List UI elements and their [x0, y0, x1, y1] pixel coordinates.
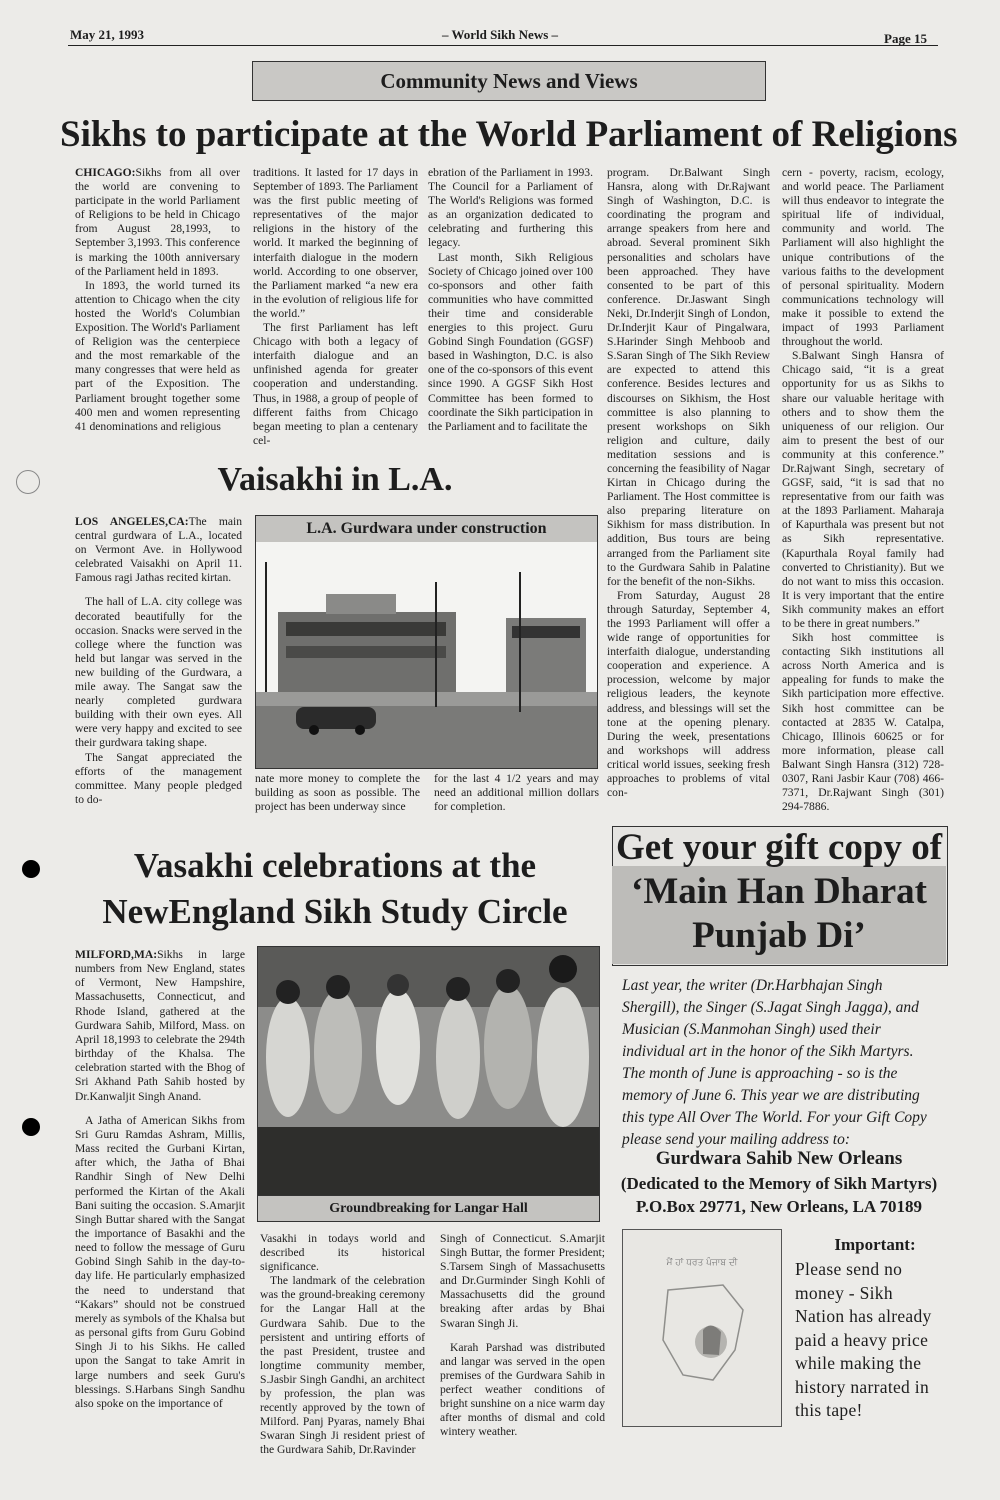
ad-title-line: Punjab Di’ [692, 915, 866, 956]
article-parliament-col1 [75, 166, 240, 434]
article-parliament-col5 [782, 166, 944, 814]
paragraph: The hall of L.A. city college was decorated beautifully for the occasion. Snacks were served in the college where the function was held but langar was served in the new building of the Gurdwara, a mile away. The Sangat saw the nearly completed gurdwara building with their own eyes. All were very happy and excited to see their gurdwara taking shape. [75, 595, 242, 750]
article-headline-new-england [60, 843, 610, 935]
issue-date: May 21, 1993 [70, 27, 145, 42]
paragraph: Sikhs from all over the world are convening to participate in the world Parliament of Religions to be held in Chicago from August 28,1993, to September 3,1993. This conference is marking the 100th anniversary of the Parliament held in 1893. [75, 166, 240, 278]
headline-line: Vasakhi celebrations at the [133, 846, 537, 885]
newspaper-name: – World Sikh News – [441, 27, 559, 42]
article-parliament-col2 [253, 166, 418, 448]
paragraph: Last month, Sikh Religious Society of Chicago joined over 100 co-sponsors and other faith communities who have committed their time and considerable energies to this project. Guru Gobind Singh Foundation (GGSF) based in Washington, D.C. is also one of the co-sponsors of this event since 1990. A GGSF Sikh Host Committee has been formed to coordinate the Sikh participation in the Parliament and to facilitate the [428, 250, 593, 433]
gurdwara-building-image [256, 542, 597, 768]
paragraph: In 1893, the world turned its attention to Chicago when the city hosted the World's Columbian Exposition. The World's Parliament of Religion was the centerpiece and the most remarkable of the many congresses that were held as part of the Exposition. The Parliament brought together some 400 men and women representing 41 denominations and religious [75, 278, 240, 433]
important-label: Important: [834, 1235, 916, 1254]
article-new-england-col1 [75, 948, 245, 1411]
dateline: LOS ANGELES,CA: [75, 515, 189, 528]
paragraph: S.Balwant Singh Hansra of Chicago said, “it is a great opportunity for us as Sikhs to share our valuable heritage with others and to show them the uniqueness of our religion. Our aim to present the best of our community at this conference.” Dr.Rajwant Singh, secretary of GGSF, said, “it is sad that no representative from our faith was at the 1893 Parliament. Maharaja of Kapurthala was present but not as Sikh representative. (Kapurthala Royal family had converted to Christianity). But we do not want to miss this occasion. It is very important that the entire Sikh community makes an effort to be there in great numbers.” [782, 349, 944, 630]
article-headline-vaisakhi-la: Vaisakhi in L.A. [217, 461, 453, 498]
header-rule [68, 45, 938, 46]
article-parliament-col4 [607, 166, 770, 800]
article-vaisakhi-col3 [434, 772, 599, 814]
cassette-cover-image [622, 1229, 782, 1427]
punjab-map-icon [623, 1230, 781, 1426]
dateline: MILFORD,MA: [75, 948, 158, 961]
groundbreaking-photo [257, 946, 600, 1222]
article-headline-parliament: Sikhs to participate at the World Parliament of Religions [60, 114, 958, 155]
groundbreaking-crowd-image [258, 947, 599, 1195]
paragraph: The landmark of the celebration was the ground-breaking ceremony for the Langar Hall at the Gurdwara Sahib. Due to the persistent and untiring efforts of the past President, trustee and longtime community member, S.Jasbir Singh Gandhi, an architect by profession, the plan was recently approved by the town of Milford. Panj Pyaras, namely Bhai Swaran Singh Ji resident priest of the Gurdwara Sahib, Dr.Ravinder [260, 1274, 425, 1457]
paragraph: The first Parliament has left Chicago with both a legacy of interfaith dialogue and an unfinished agenda for greater cooperation and understanding. Thus, in 1988, a group of people of different faiths from Chicago began meeting to plan a centenary cel- [253, 321, 418, 447]
ad-title-line: ‘Main Han Dharat [631, 871, 927, 912]
paragraph: Karah Parshad was distributed and langar was served in the open premises of the Gurdwara Sahib in perfect weather conditions of bright sunshine on a nice warm day after months of dismal and cold wintery weather. [440, 1340, 605, 1439]
cover-title: ਮੈਂ ਹਾਂ ਧਰਤ ਪੰਜਾਬ ਦੀ [666, 1258, 738, 1268]
photo-caption: Groundbreaking for Langar Hall [258, 1195, 599, 1222]
paragraph: Sikh host committee is contacting Sikh institutions all across North America and is appealing for funds to make the Sikh participation more effective. Sikh host committee can be contacted at 2835 W. Catalpa, Chicago, Illinois 60625 or for more information, please call Balwant Singh Hansra (312) 728-0307, Rani Jasbir Kaur (708) 466-7371, Dr.Rajwant Singh (301) 294-7886. [782, 631, 944, 814]
paragraph: Singh of Connecticut. S.Amarjit Singh Buttar, the former President; S.Tarsem Singh of Massachusetts and Dr.Gurminder Singh Kohli of Massachusetts did the ground breaking after ardas by Bhai Swaran Singh Ji. [440, 1232, 605, 1330]
ad-address: P.O.Box 29771, New Orleans, LA 70189 [635, 1197, 923, 1216]
article-parliament-col3 [428, 166, 593, 434]
binder-hole-outline [16, 470, 40, 494]
dateline: CHICAGO: [75, 166, 136, 179]
paragraph: nate more money to complete the building as soon as possible. The project has been underway since [255, 772, 420, 814]
gurdwara-construction-photo [255, 515, 598, 769]
important-text: Please send no money - Sikh Nation has already paid a heavy price while making the history narrated in this tape! [795, 1259, 932, 1420]
ad-body-text: Last year, the writer (Dr.Harbhajan Singh Shergill), the Singer (S.Jagat Singh Jagga), and Musician (S.Manmohan Singh) used their individual art in the honor of the Sikh Martyrs. The month of June is approaching - so is the memory of June 6. This year we are distributing this type All Over The World. For your Gift Copy please send your mailing address to: [622, 977, 927, 1148]
binder-hole [22, 1118, 40, 1136]
paragraph: From Saturday, August 28 through Saturday, September 4, the 1993 Parliament will offer a wide range of opportunities for interfaith dialogue, understanding cooperation and experience. A procession, welcome by major religious leaders, the keynote address, and blessings will set the tone at the opening plenary. During the week, presentations and workshops will address critical world issues, seeking fresh approaches to problems of vital con- [607, 588, 770, 800]
paragraph: The main central gurdwara of L.A., located on Vermont Ave. in Hollywood celebrated Vaisakhi on April 11. Famous ragi Jathas recited kirtan. [75, 515, 243, 585]
article-new-england-col2 [260, 1232, 425, 1458]
paragraph: Sikhs in large numbers from New England, states of Vermont, New Hampshire, Massachusetts, Connecticut, and Rhode Island, gathered at the Gurdwara Sahib, Milford, Mass. on April 18,1993 to celebrate the 294th birthday of the Khalsa. The celebration started with the Bhog of Sri Akhand Path Sahib hosted by Dr.Kanwaljit Singh Anand. [75, 948, 245, 1103]
ad-title-line: Get your gift copy of [615, 827, 943, 868]
ad-organization: Gurdwara Sahib New Orleans [655, 1148, 903, 1169]
photo-caption: L.A. Gurdwara under construction [256, 516, 597, 543]
paragraph: Vasakhi in todays world and described its historical significance. [260, 1232, 425, 1274]
paragraph: program. Dr.Balwant Singh Hansra, along with Dr.Rajwant Singh of Washington, D.C. is coordinating the program and arrange speakers from here and abroad. Several prominent Sikh personalities and scholars have been approached. They have consented to be part of this conference. Dr.Jaswant Singh Neki, Dr.Inderjit Singh of London, Dr.Inderjit Kaur of Pingalwara, S.Harinder Singh Mehboob and S.Saran Singh of The Sikh Review are expected to attend this conference. Besides lectures and discourses on Sikhism, the Host committee is also planning to present workshops on Sikh religion and culture, daily meditation sessions and is concerning the feasibility of Nagar Kirtan in Chicago during the Parliament. The Host committee is also preparing literature on Sikhism for mass distribution. In addition, Bus tours are being arranged from the Parliament site to the Gurdwara Sahib in Palatine for the benefit of the non-Sikhs. [607, 166, 770, 588]
binder-hole [22, 860, 40, 878]
article-new-england-col3 [440, 1232, 605, 1439]
paragraph: A Jatha of American Sikhs from Sri Guru Ramdas Ashram, Millis, Mass recited the Gurbani Kirtan, after which, the Jatha of Bhai Randhir Singh of New Delhi performed the Kirtan of the Akali Bani suiting the occasion. S.Amarjit Singh Buttar shared with the Sangat the importance of Basakhi and the need to follow the message of Guru Gobind Singh Sahib in the day-to-day life. He particularly emphasized the need to understand that “Kakars” should not be construed merely as symbols of the Khalsa but as personal gifts from Guru Gobind Singh Ji to his Sikhs. He called upon the Sangat to take Amrit in large numbers and seek Guru's blessings. S.Harbans Singh Sandhu also spoke on the importance of [75, 1113, 245, 1410]
paragraph: ebration of the Parliament in 1993. The Council for a Parliament of The World's Religions was formed as an organization dedicated to celebrating and furthering this legacy. [428, 166, 593, 250]
paragraph: for the last 4 1/2 years and may need an additional million dollars for completion. [434, 772, 599, 814]
ad-dedication: (Dedicated to the Memory of Sikh Martyrs) [620, 1174, 938, 1193]
headline-line: NewEngland Sikh Study Circle [102, 892, 568, 931]
article-vaisakhi-col2 [255, 772, 420, 814]
section-label: Community News and Views [252, 61, 766, 101]
paragraph: traditions. It lasted for 17 days in September of 1893. The Parliament was the first public meeting of representatives of the major religions in the history of the world. It marked the beginning of interfaith dialogue in the modern world. According to one observer, the Parliament marked “a new era in the evolution of religious life for the world.” [253, 166, 418, 320]
article-vaisakhi-col1 [75, 515, 242, 807]
paragraph: cern - poverty, racism, ecology, and world peace. The Parliament will thus endeavor to integrate the spiritual life of individual, community and world. The Parliament will also highlight the unique contributions of the various faiths to the development of personal spirituality. Modern communications technology will make it possible to extend the impact of 1993 Parliament throughout the world. [782, 166, 944, 349]
page-number: Page 15 [884, 31, 927, 46]
paragraph: The Sangat appreciated the efforts of the management committee. Many people pledged to do- [75, 750, 242, 806]
